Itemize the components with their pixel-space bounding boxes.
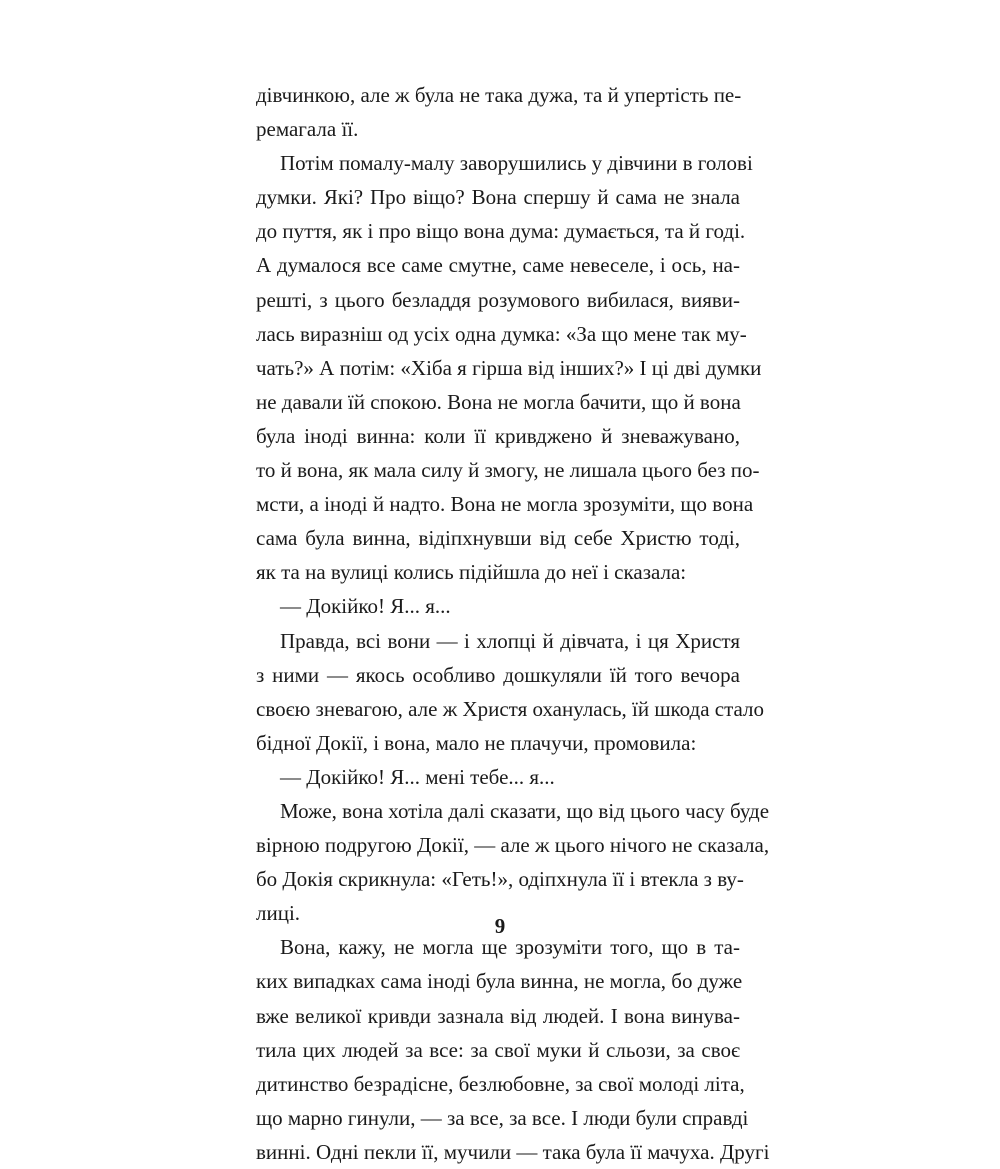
text-line: лиці. [256,901,301,926]
text-line: сама була винна, відіпхнувши від себе Христю тоді, [256,526,740,551]
text-line: що марно гинули, — за все, за все. І люди були справді [256,1105,749,1130]
text-line: як та на вулиці колись підійшла до неї і сказала: [256,560,687,585]
text-line: тила цих людей за все: за свої муки й сльози, за своє [256,1037,740,1062]
text-line: була іноді винна: коли її кривджено й зневажувано, [256,423,740,448]
text-line: вірною подругою Докії, — але ж цього нічого не сказала, [256,833,770,858]
text-line: Правда, всі вони — і хлопці й дівчата, і ця Христя [280,628,740,653]
text-line: Вона, кажу, не могла ще зрозуміти того, що в та- [280,935,740,960]
text-line: А думалося все саме смутне, саме невеселе, і ось, на- [256,253,740,278]
text-line: з ними — якось особливо дошкуляли їй того вечора [256,662,740,687]
text-line: до пуття, як і про віщо вона дума: думається, та й годі. [256,219,746,244]
text-line: — Докійко! Я... я... [280,594,451,619]
page-number: 9 [494,914,506,938]
text-line: бо Докія скрикнула: «Геть!», одіпхнула її і втекла з ву- [256,867,744,892]
text-line: — Докійко! Я... мені тебе... я... [280,764,555,789]
text-line: то й вона, як мала силу й змогу, не лишала цього без по- [256,458,760,483]
text-line: своєю зневагою, але ж Христя оханулась, їй шкода стало [256,696,765,721]
text-line: Потім помалу-малу заворушились у дівчини в голові [280,151,753,176]
text-line: мсти, а іноді й надто. Вона не могла зрозуміти, що вона [256,492,754,517]
text-line: дівчинкою, але ж була не така дужа, та й упертість пе- [256,83,742,107]
text-line: ких випадках сама іноді була винна, не могла, бо дуже [256,969,743,994]
text-line: Може, вона хотіла далі сказати, що від цього часу буде [280,798,770,823]
text-line: ремагала її. [256,117,359,142]
text-line: вже великої кривди зазнала від людей. І вона винува- [256,1003,740,1028]
text-line: решті, з цього безладдя розумового вибилася, вияви- [256,287,740,312]
text-line: думки. Які? Про віщо? Вона спершу й сама не знала [256,185,740,210]
page-body-text [256,78,770,1169]
text-line: винні. Одні пекли її, мучили — така була її мачуха. Другі [256,1139,770,1164]
text-line: чать?» А потім: «Хіба я гірша від інших?» І ці дві думки [256,355,762,380]
text-line: бідної Докії, і вона, мало не плачучи, промовила: [256,730,697,755]
text-line: дитинство безрадісне, безлюбовне, за свої молоді літа, [256,1071,745,1096]
text-line: не давали їй спокою. Вона не могла бачити, що й вона [256,389,741,414]
text-line: лась виразніш од усіх одна думка: «За що мене так му- [256,321,747,346]
